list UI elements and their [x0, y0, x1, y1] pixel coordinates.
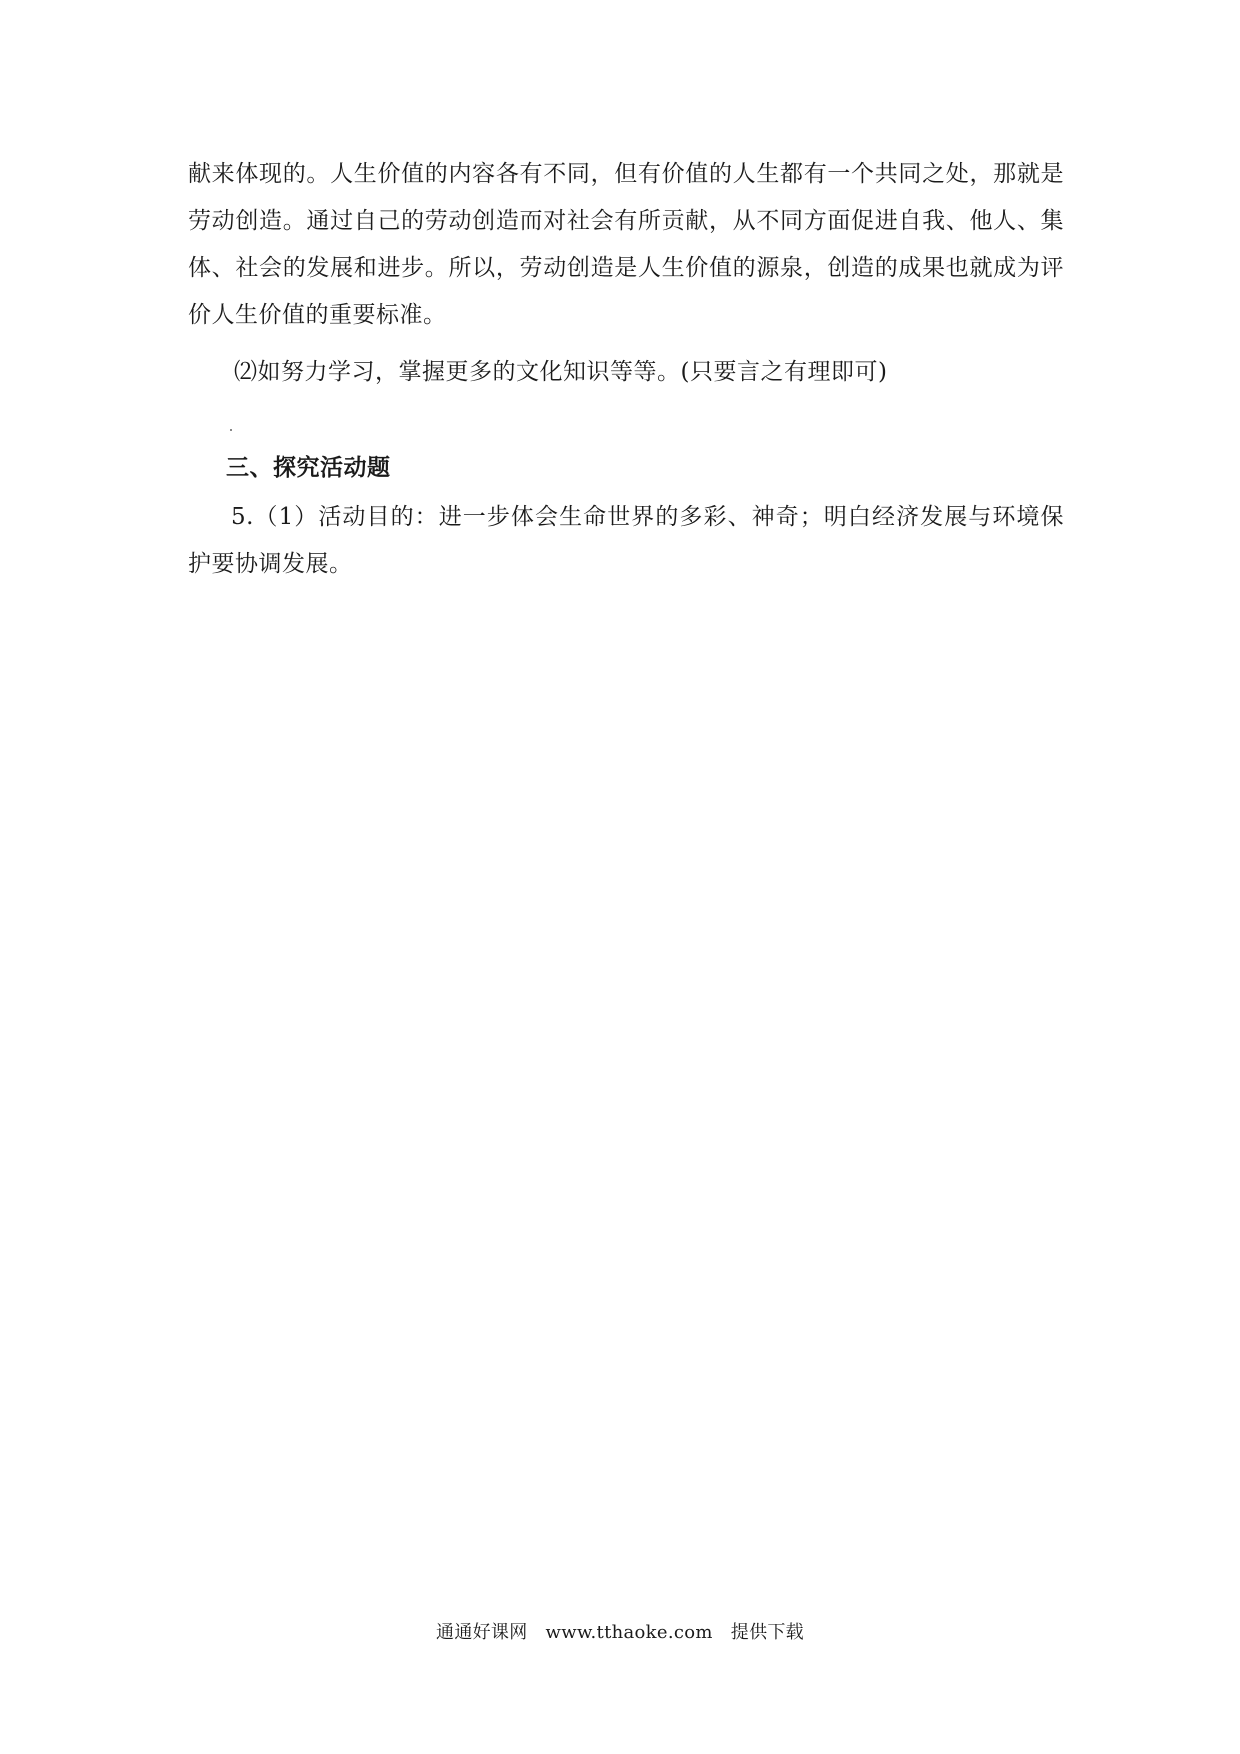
- footer-suffix: 提供下载: [730, 1622, 804, 1643]
- answer-paragraph-2: ⑵如努力学习，掌握更多的文化知识等等。(只要言之有理即可): [234, 359, 888, 385]
- page-footer: [0, 1621, 1240, 1645]
- answer-paragraph-5: 5.（1）活动目的：进一步体会生命世界的多彩、神奇；明白经济发展与环境保护要协调发展。: [188, 504, 1064, 577]
- section-heading: 三、探究活动题: [226, 454, 391, 481]
- footer-site-name: 通通好课网: [436, 1622, 528, 1643]
- answer-paragraph-continued: 献来体现的。人生价值的内容各有不同，但有价值的人生都有一个共同之处，那就是劳动创造。通过自己的劳动创造而对社会有所贡献，从不同方面促进自我、他人、集体、社会的发展和进步。所以，劳动创造是人生价值的源泉，创造的成果也就成为评价人生价值的重要标准。: [188, 161, 1064, 328]
- scan-speck: [230, 429, 232, 431]
- footer-url-link[interactable]: www.tthaoke.com: [545, 1622, 713, 1643]
